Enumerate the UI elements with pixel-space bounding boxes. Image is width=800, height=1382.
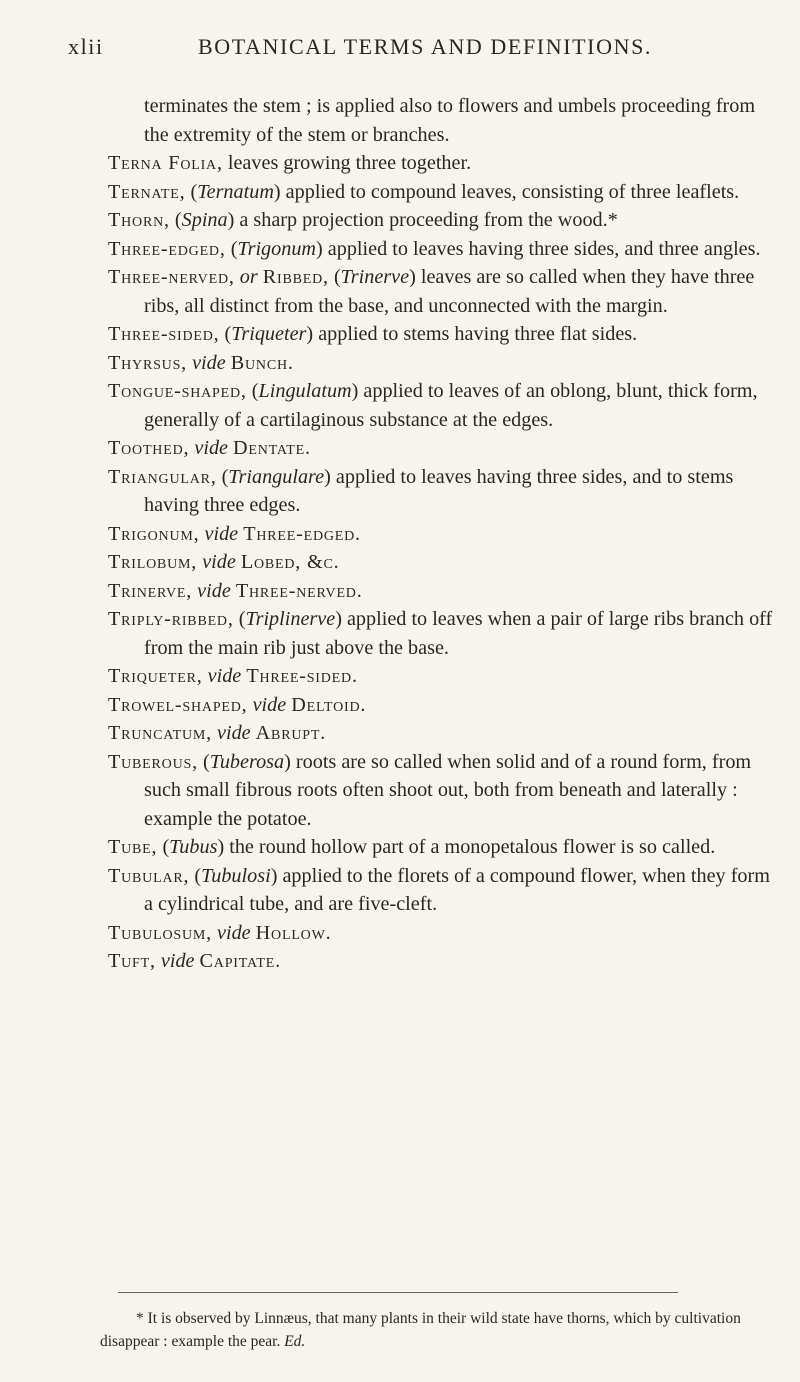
entry-term: Terna Folia, (108, 152, 223, 174)
entry-term-alt: Ribbed, (262, 266, 329, 288)
entry-connector: ( (219, 323, 232, 345)
entry-trinerve (108, 577, 776, 606)
entry-truncatum (108, 719, 776, 748)
entry-connector: ( (246, 380, 259, 402)
entry-connector: or (234, 266, 263, 288)
entry-term: Ternate, (108, 180, 186, 203)
entry-term: Triqueter, (108, 665, 203, 687)
entry-trowel-shaped (108, 691, 776, 720)
entry-latin: Triqueter (231, 323, 307, 345)
entry-toothed (108, 434, 776, 463)
entry-text: ) the round hollow part of a monopetalous flower is so called. (217, 836, 716, 858)
entry-term: Thyrsus, (108, 351, 188, 374)
entry-term: Tuft, (108, 950, 156, 972)
entry-term: Truncatum, (108, 722, 212, 744)
entry-connector: ( (225, 237, 238, 260)
entry-vide: vide (217, 921, 251, 944)
entry-triply-ribbed (108, 605, 776, 662)
entry-text: ) leaves are so called when they have three ribs, all distinct from the base, and unconnected with the margin. (144, 266, 755, 317)
entry-tongue-shaped (108, 377, 776, 434)
footnote-divider (118, 1292, 678, 1293)
entry-text: leaves growing three together. (222, 152, 472, 174)
entry-text: ) applied to leaves having three sides, and three angles. (316, 237, 761, 260)
entry-latin: Tuberosa (209, 750, 285, 773)
glossary-body (108, 92, 776, 976)
entry-cross-ref: Dentate. (233, 437, 311, 459)
entry-three-edged (108, 235, 776, 264)
entry-term: Triangular, (108, 465, 217, 488)
entry-text: ) a sharp projection proceeding from the wood.* (227, 209, 618, 231)
entry-term: Toothed, (108, 437, 190, 459)
entry-vide: vide (217, 722, 251, 744)
entry-connector: ( (216, 465, 229, 488)
entry-cross-ref: Capitate. (199, 950, 281, 972)
entry-connector: ( (185, 180, 198, 203)
entry-terna-folia (108, 149, 776, 178)
entry-connector: ( (189, 864, 202, 887)
entry-latin: Triplinerve (245, 608, 336, 630)
entry-text: ) applied to leaves when a pair of large ribs branch off from the main rib just above the base. (144, 608, 773, 659)
entry-text: ) applied to stems having three flat sides. (306, 323, 638, 345)
entry-term: Tubulosum, (108, 921, 212, 944)
footnote-text: * It is observed by Linnæus, that many plants in their wild state have thorns, which by cultivation disappear : example the pear. (100, 1310, 741, 1350)
entry-vide: vide (194, 437, 228, 459)
entry-connector: ( (169, 209, 182, 231)
entry-three-sided (108, 320, 776, 349)
entry-cross-ref: Bunch. (230, 351, 294, 374)
running-title: BOTANICAL TERMS AND DEFINITIONS. (198, 34, 652, 59)
entry-cross-ref: Three-nerved. (235, 579, 363, 602)
footnote-editor: Ed. (284, 1333, 306, 1350)
entry-term: Trilobum, (108, 551, 198, 573)
entry-vide: vide (202, 551, 236, 573)
entry-text: ) applied to compound leaves, consisting of three leaflets. (273, 180, 740, 203)
entry-latin: Triangulare (228, 465, 325, 488)
entry-ternate (108, 178, 776, 207)
entry-connector: ( (197, 750, 210, 773)
entry-cross-ref: Three-edged. (243, 522, 361, 545)
entry-text: ) applied to the florets of a compound flower, when they form a cylindrical tube, and are five-cleft. (144, 864, 770, 915)
entry-text: ) roots are so called when solid and of a round form, from such small fibrous roots often shoot out, both from beneath and laterally : example the potatoe. (144, 750, 752, 830)
entry-term: Trowel-shaped, (108, 693, 248, 716)
footnote (100, 1307, 800, 1353)
entry-cross-ref: Hollow. (255, 921, 332, 944)
entry-term: Trinerve, (108, 579, 193, 602)
entry-latin: Tubulosi (201, 864, 271, 887)
entry-term: Tube, (108, 836, 158, 858)
entry-triqueter (108, 662, 776, 691)
entry-cross-ref: Abrupt. (255, 722, 327, 744)
entry-vide: vide (252, 693, 287, 716)
entry-trigonum (108, 520, 776, 549)
entry-latin: Trigonum (237, 237, 317, 260)
entry-vide: vide (197, 579, 231, 602)
entry-vide: vide (204, 522, 239, 545)
entry-connector: ( (233, 608, 246, 630)
entry-term: Three-edged, (108, 237, 226, 260)
entry-tubulosum (108, 919, 776, 948)
entry-term: Tuberous, (108, 750, 198, 773)
entry-term: Triply-ribbed, (108, 608, 234, 630)
entry-tubular (108, 862, 776, 919)
entry-trilobum (108, 548, 776, 577)
entry-term: Thorn, (108, 209, 170, 231)
entry-thorn (108, 206, 776, 235)
entry-continuation (144, 92, 776, 149)
entry-triangular (108, 463, 776, 520)
entry-text: ) applied to leaves of an oblong, blunt, thick form, generally of a cartilaginous substance at the edges. (144, 380, 758, 431)
page-header (68, 34, 740, 68)
entry-term: Tubular, (108, 864, 190, 887)
entry-latin: Lingulatum (258, 380, 352, 402)
entry-tube (108, 833, 776, 862)
entry-text: ) applied to leaves having three sides, and to stems having three edges. (144, 465, 734, 516)
entry-tuberous (108, 748, 776, 834)
entry-term: Tongue-shaped, (108, 380, 247, 402)
entry-vide: vide (192, 351, 226, 374)
page-number: xlii (68, 34, 104, 59)
entry-thyrsus (108, 349, 776, 378)
entry-cross-ref: Deltoid. (291, 693, 367, 716)
entry-connector: ( (157, 836, 170, 858)
entry-latin: Spina (181, 209, 228, 231)
entry-term: Three-sided, (108, 323, 220, 345)
entry-vide: vide (207, 665, 242, 687)
entry-three-nerved: Three-nerved, or Ribbed, (Trinerve) leaves are so called when they have three ribs, all distinct from the base, and unconnected with the margin. (108, 266, 755, 317)
entry-term: Three-nerved, (108, 266, 235, 288)
entry-latin: Ternatum (197, 180, 274, 203)
entry-vide: vide (160, 950, 195, 972)
entry-cross-ref: Lobed, &c. (240, 551, 340, 573)
entry-tuft (108, 947, 776, 976)
entry-term: Trigonum, (108, 522, 200, 545)
entry-cross-ref: Three-sided. (246, 665, 358, 687)
entry-text: terminates the stem ; is applied also to flowers and umbels proceeding from the extremity of the stem or branches. (144, 95, 756, 146)
entry-latin: Tubus (169, 836, 218, 858)
entry-latin: Trinerve (340, 266, 410, 288)
